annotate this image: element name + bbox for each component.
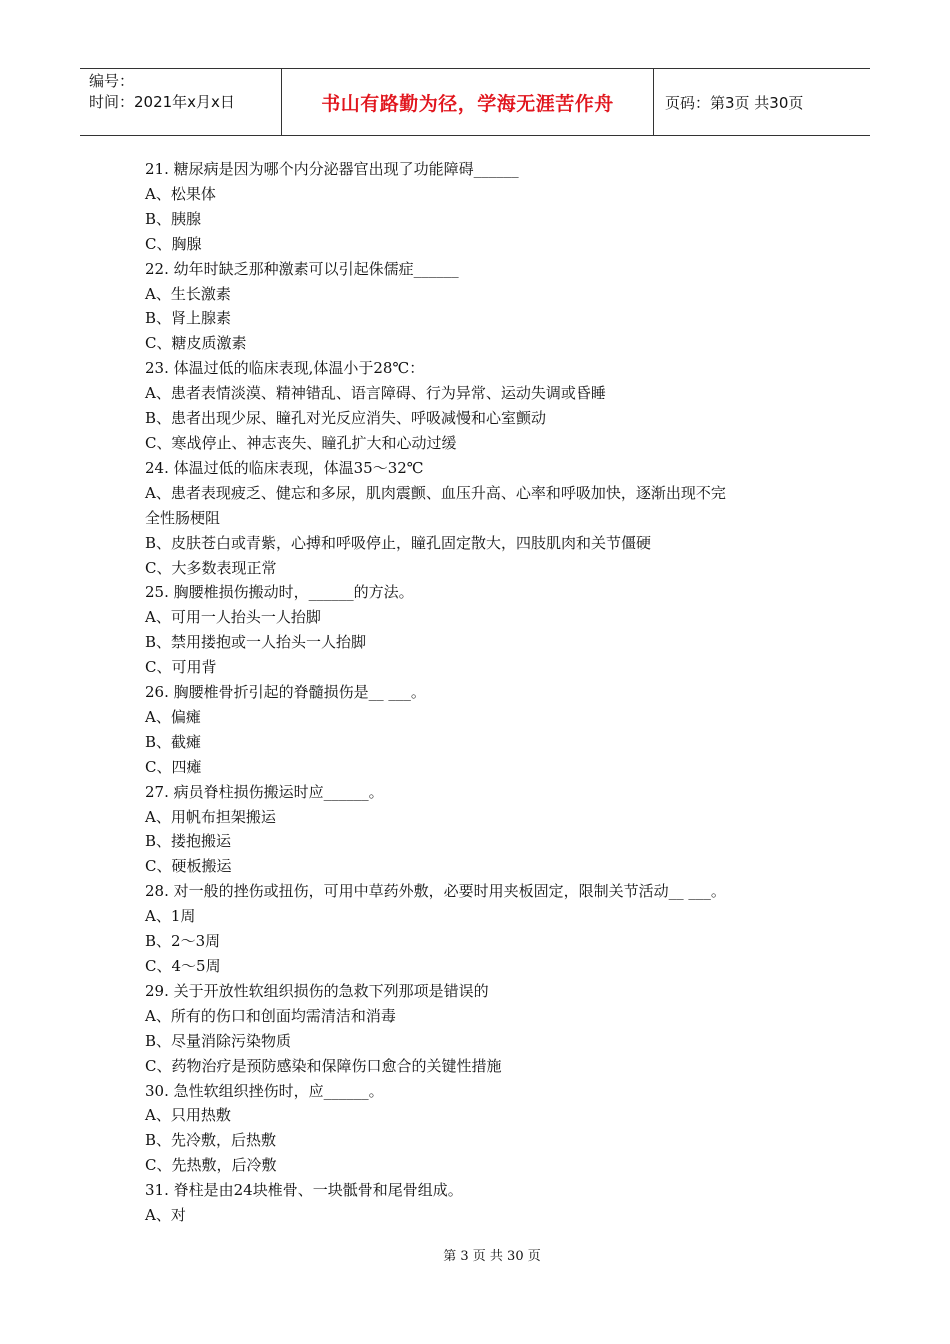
header-left-cell bbox=[80, 69, 282, 135]
option-line: C、大多数表现正常 bbox=[145, 558, 277, 577]
motto-text: 书山有路勤为径，学海无涯苦作舟 bbox=[321, 92, 614, 115]
option-line: A、患者表现疲乏、健忘和多尿，肌肉震颤、血压升高、心率和呼吸加快，逐渐出现不完 bbox=[145, 483, 726, 502]
page-info-cell bbox=[654, 69, 870, 135]
option-line: C、糖皮质激素 bbox=[145, 334, 247, 353]
option-line: C、四瘫 bbox=[145, 757, 202, 776]
option-line: A、对 bbox=[145, 1206, 186, 1225]
option-line: A、用帆布担架搬运 bbox=[145, 807, 276, 826]
option-line: A、1周 bbox=[145, 907, 196, 926]
option-line: B、尽量消除污染物质 bbox=[145, 1031, 292, 1050]
question-list bbox=[145, 157, 815, 1228]
page-footer bbox=[0, 1245, 950, 1264]
option-line: A、只用热敷 bbox=[145, 1106, 231, 1125]
option-line: B、截瘫 bbox=[145, 732, 202, 751]
question-line: 27. 病员脊柱损伤搬运时应______。 bbox=[145, 782, 384, 801]
code-label: 编号： bbox=[89, 72, 135, 90]
question-line: 23. 体温过低的临床表现,体温小于28℃： bbox=[145, 359, 425, 378]
question-line: 29. 关于开放性软组织损伤的急救下列那项是错误的 bbox=[145, 981, 489, 1000]
document-header bbox=[80, 68, 870, 136]
option-line: B、2～3周 bbox=[145, 932, 221, 951]
option-line: B、禁用搂抱或一人抬头一人抬脚 bbox=[145, 633, 367, 652]
option-line: C、寒战停止、神志丧失、瞳孔扩大和心动过缓 bbox=[145, 433, 457, 452]
option-line-continued: 全性肠梗阻 bbox=[145, 508, 221, 527]
option-line: C、胸腺 bbox=[145, 234, 202, 253]
question-line: 26. 胸腰椎骨折引起的脊髓损伤是__ ___。 bbox=[145, 683, 426, 702]
option-line: C、4～5周 bbox=[145, 957, 221, 975]
option-line: B、肾上腺素 bbox=[145, 309, 232, 328]
option-line: A、可用一人抬头一人抬脚 bbox=[145, 608, 321, 627]
question-line: 30. 急性软组织挫伤时，应______。 bbox=[145, 1081, 384, 1100]
question-line: 31. 脊柱是由24块椎骨、一块骶骨和尾骨组成。 bbox=[145, 1181, 463, 1200]
option-line: B、皮肤苍白或青紫，心搏和呼吸停止，瞳孔固定散大，四肢肌肉和关节僵硬 bbox=[145, 533, 652, 552]
option-line: A、所有的伤口和创面均需清洁和消毒 bbox=[145, 1006, 396, 1025]
option-line: B、患者出现少尿、瞳孔对光反应消失、呼吸减慢和心室颤动 bbox=[145, 409, 547, 428]
option-line: C、药物治疗是预防感染和保障伤口愈合的关键性措施 bbox=[145, 1056, 502, 1075]
option-line: C、硬板搬运 bbox=[145, 857, 232, 876]
question-line: 28. 对一般的挫伤或扭伤，可用中草药外敷，必要时用夹板固定，限制关节活动__ ___。 bbox=[145, 882, 726, 901]
option-line: A、患者表情淡漠、精神错乱、语言障碍、行为异常、运动失调或昏睡 bbox=[145, 384, 606, 403]
option-line: C、可用背 bbox=[145, 658, 217, 677]
option-line: A、偏瘫 bbox=[145, 707, 201, 726]
time-label: 时间：2021年x月x日 bbox=[89, 93, 235, 111]
option-line: B、搂抱搬运 bbox=[145, 832, 232, 851]
option-line: A、生长激素 bbox=[145, 284, 231, 303]
question-line: 21. 糖尿病是因为哪个内分泌器官出现了功能障碍______ bbox=[145, 160, 519, 178]
option-line: B、先冷敷，后热敷 bbox=[145, 1131, 277, 1150]
page-info-text: 页码：第3页 共30页 bbox=[665, 93, 804, 112]
option-line: A、松果体 bbox=[145, 184, 216, 203]
footer-page-number: 第 3 页 共 30 页 bbox=[443, 1249, 541, 1264]
option-line: C、先热敷，后冷敷 bbox=[145, 1156, 277, 1175]
question-line: 24. 体温过低的临床表现，体温35～32℃ bbox=[145, 458, 424, 477]
option-line: B、胰腺 bbox=[145, 209, 202, 228]
question-line: 25. 胸腰椎损伤搬动时，______的方法。 bbox=[145, 583, 414, 602]
question-line: 22. 幼年时缺乏那种激素可以引起侏儒症______ bbox=[145, 259, 459, 278]
motto-cell bbox=[282, 69, 654, 135]
